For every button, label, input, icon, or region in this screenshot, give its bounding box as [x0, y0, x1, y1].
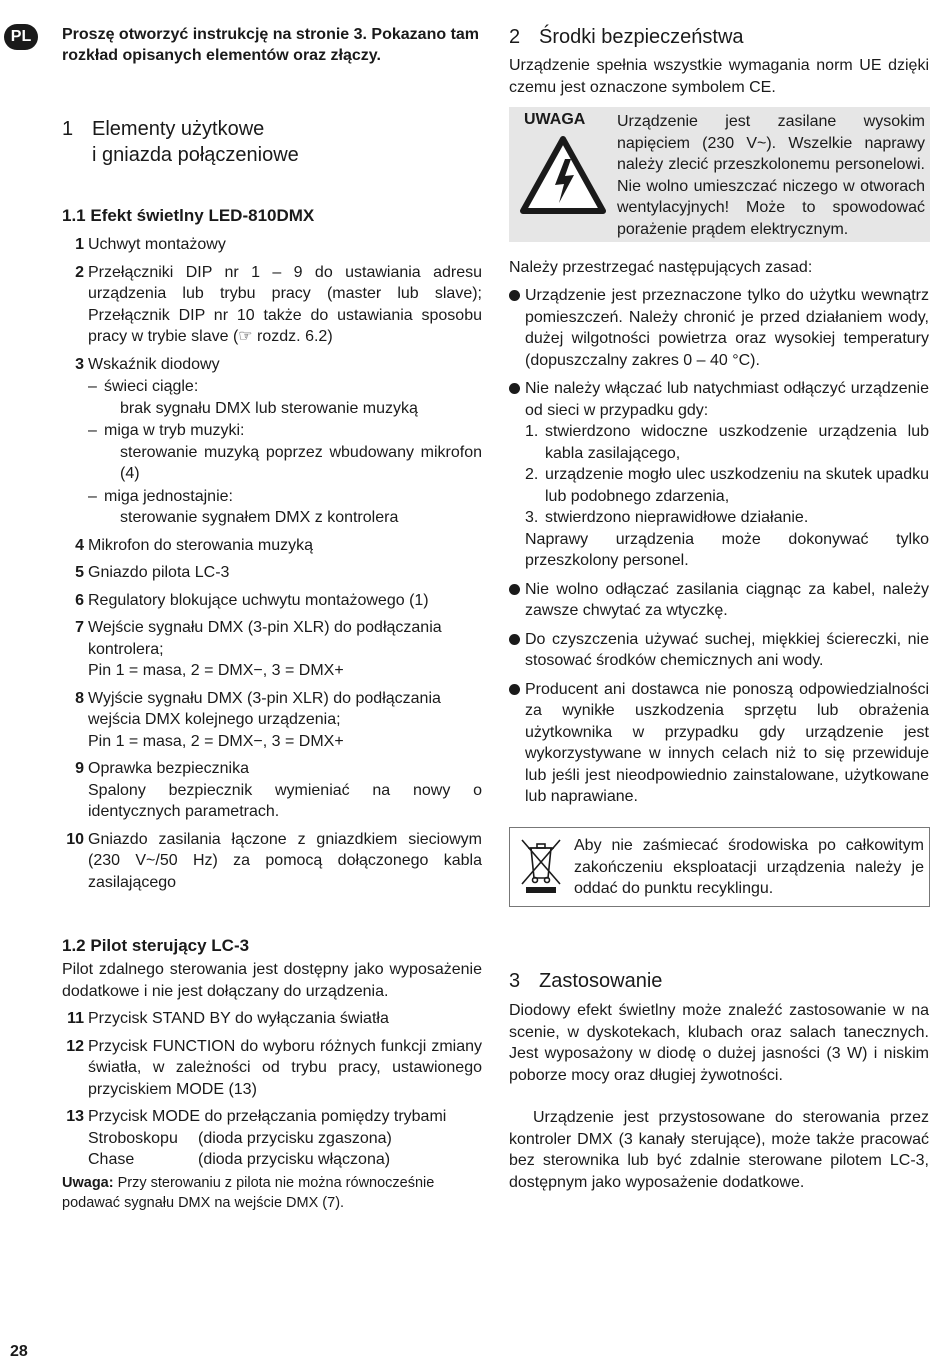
- language-badge: PL: [4, 24, 38, 50]
- led-state: [88, 486, 482, 529]
- item-text: Przełączniki DIP nr 1 – 9 do ustawiania adresu urządzenia lub trybu pracy (master lub slave); Przełącznik DIP nr 10 także do ustawiania sposobu pracy w trybie slave (☞ rozdz. 6.2): [88, 263, 482, 345]
- bullet-item: [509, 378, 929, 572]
- bullet-item: Nie wolno odłączać zasilania ciągnąc za kabel, należy zawsze chwytać za wtyczkę.: [509, 579, 929, 622]
- crossed-bin-icon: [518, 836, 564, 896]
- item-text: Regulatory blokujące uchwytu montażowego (1): [88, 591, 429, 609]
- list-item: [62, 617, 482, 682]
- list-item: [62, 758, 482, 823]
- led-state: [88, 420, 482, 485]
- recycling-box: [509, 827, 930, 907]
- numbered-text: urządzenie mogło ulec uszkodzeniu na skutek upadku lub podobnego zdarzenia,: [545, 466, 929, 505]
- list-item: [62, 1008, 482, 1030]
- subsection-1-2-intro: Pilot zdalnego sterowania jest dostępny jako wyposażenie dodatkowe i nie jest dołączany do urządzenia.: [62, 961, 482, 1000]
- list-item: [62, 354, 482, 529]
- section-2-intro: Urządzenie spełnia wszystkie wymagania norm UE dzięki czemu jest oznaczone symbolem CE.: [509, 57, 929, 96]
- item-text: Wejście sygnału DMX (3-pin XLR) do podłączania kontrolera;: [88, 619, 442, 658]
- item-number: 4: [75, 536, 84, 554]
- bullet-item: Do czyszczenia używać suchej, miękkiej ściereczki, nie stosować środków chemicznych ani wody.: [509, 629, 929, 672]
- item-text: Oprawka bezpiecznika: [88, 760, 249, 777]
- list-item: [62, 688, 482, 753]
- list-item: [62, 234, 482, 256]
- warning-text: Urządzenie jest zasilane wysokim napięciem (230 V~). Wszelkie naprawy należy zlecić przeszkolonemu personelowi. Nie wolno umieszczać niczego w otworach wentylacyjnych! Może to spowodować porażenie prądem elektrycznym.: [617, 113, 925, 238]
- dash: –: [88, 487, 97, 505]
- item-text: Wskaźnik diodowy: [88, 355, 220, 373]
- led-state-desc: sterowanie sygnałem DMX z kontrolera: [120, 509, 399, 526]
- led-state-name: świeci ciągle:: [104, 378, 199, 395]
- list-item: [62, 562, 482, 584]
- intro-text: Proszę otworzyć instrukcję na stronie 3. Pokazano tam rozkład opisanych elementów oraz złączy.: [62, 26, 480, 64]
- list-item: [62, 535, 482, 557]
- mode-row: [88, 1128, 392, 1150]
- list-item: [62, 590, 482, 612]
- recycling-text: Aby nie zaśmiecać środowiska po całkowitym zakończeniu eksploatacji urządzenia należy je oddać do punktu recyklingu.: [574, 837, 924, 897]
- item-number: 6: [75, 591, 84, 609]
- bullet-item: Urządzenie jest przeznaczone tylko do użytku wewnątrz pomieszczeń. Należy chronić je przed działaniem wody, dużej wilgotności powietrza oraz wysokiej temperatury (dopuszczalny zakres 0 – 40 °C).: [509, 285, 929, 371]
- mode-desc: (dioda przycisku zgaszona): [198, 1129, 392, 1147]
- section-1-title-line2: i gniazda połączeniowe: [92, 144, 299, 166]
- led-state-desc: brak sygnału DMX lub sterowanie muzyką: [120, 399, 418, 417]
- remote-note: [62, 1173, 482, 1213]
- numbered-list: [525, 421, 929, 529]
- section-2-title: Środki bezpieczeństwa: [539, 26, 744, 48]
- note-text: Przy sterowaniu z pilota nie można równocześnie podawać sygnału DMX na wejście DMX (7).: [62, 1175, 435, 1211]
- item-text: Uchwyt montażowy: [88, 236, 226, 253]
- rules-intro: Należy przestrzegać następujących zasad:: [509, 259, 813, 276]
- item-text: Mikrofon do sterowania muzyką: [88, 536, 313, 554]
- bullet-item: Producent ani dostawca nie ponoszą odpowiedzialności za wynikłe uszkodzenia sprzętu lub obrażenia użytkownika w przypadku gdy urządzenie jest wykorzystywane w innych celach niż to się przewiduje lub jeśli jest nieodpowiednio zainstalowane, użytkowane lub naprawiane.: [509, 679, 929, 808]
- item-number: 9: [75, 760, 84, 777]
- safety-rules: [509, 285, 929, 815]
- section-1-1-list: [62, 234, 482, 899]
- led-state-desc: sterowanie muzyką poprzez wbudowany mikrofon (4): [120, 443, 482, 482]
- list-item: [62, 262, 482, 348]
- dash: –: [88, 422, 97, 439]
- section-1-title-line1: Elementy użytkowe: [92, 118, 265, 140]
- section-1-heading: [62, 116, 487, 168]
- mode-desc: (dioda przycisku włączona): [198, 1151, 391, 1168]
- led-state-name: miga w tryb muzyki:: [104, 422, 245, 439]
- item-text: Gniazdo pilota LC-3: [88, 564, 230, 581]
- item-number: 3: [75, 355, 84, 373]
- item-extra: Spalony bezpiecznik wymieniać na nowy o identycznych parametrach.: [88, 781, 482, 820]
- page-number: 28: [10, 1343, 28, 1360]
- warning-box: [509, 107, 930, 242]
- mode-table: [88, 1128, 392, 1171]
- note-label: Uwaga:: [62, 1175, 114, 1191]
- item-number: 13: [66, 1108, 84, 1125]
- high-voltage-icon: [519, 135, 607, 215]
- item-number: 8: [75, 689, 84, 707]
- item-number: 2: [75, 263, 84, 281]
- led-state: [88, 376, 482, 419]
- section-2-number: 2: [509, 26, 521, 48]
- item-number: 10: [66, 830, 84, 848]
- bullet-text: Nie należy włączać lub natychmiast odłączyć urządzenie od sieci w przypadku gdy:: [525, 380, 929, 419]
- mode-name: Chase: [88, 1151, 135, 1168]
- section-2-heading: [509, 24, 934, 50]
- led-state-name: miga jednostajnie:: [104, 487, 233, 505]
- item-text: Gniazdo zasilania łączone z gniazdkiem sieciowym (230 V~/50 Hz) za pomocą dołączonego kabla zasilającego: [88, 830, 482, 891]
- section-3-paragraph-2: Urządzenie jest przystosowane do sterowania przez kontroler DMX (3 kanały sterujące), może także pracować bez sterownika lub być zdalnie sterowane pilotem LC-3, dostępnym jako wyposażenie dodatkowe.: [509, 1109, 929, 1191]
- numbered-key: 2.: [525, 466, 539, 483]
- numbered-key: 1.: [525, 423, 539, 440]
- list-item: [62, 1036, 482, 1101]
- dash: –: [88, 378, 97, 395]
- item-number: 5: [75, 564, 84, 581]
- numbered-item: [525, 507, 929, 529]
- subsection-1-1-title: 1.1 Efekt świetlny LED-810DMX: [62, 206, 315, 225]
- section-1-number: 1: [62, 118, 74, 140]
- item-text: Wyjście sygnału DMX (3-pin XLR) do podłączania wejścia DMX kolejnego urządzenia;: [88, 689, 441, 728]
- bullet-after-text: Naprawy urządzenia może dokonywać tylko przeszkolony personel.: [525, 530, 929, 569]
- item-text: Przycisk STAND BY do wyłączania światła: [88, 1010, 389, 1027]
- item-pinout: Pin 1 = masa, 2 = DMX−, 3 = DMX+: [88, 732, 344, 750]
- section-3-number: 3: [509, 970, 521, 992]
- numbered-item: [525, 421, 929, 464]
- remote-list: [62, 1008, 482, 1177]
- item-number: 11: [67, 1010, 84, 1027]
- section-3-title: Zastosowanie: [539, 970, 663, 992]
- numbered-item: [525, 464, 929, 507]
- section-3-heading: [509, 968, 934, 994]
- section-3-paragraph-1: Diodowy efekt świetlny może znaleźć zastosowanie w na scenie, w dyskotekach, klubach oraz salach tanecznych. Jest wyposażony w diodę o dużej jasności (3 W) i niskim poborze mocy oraz długiej żywotności.: [509, 1002, 929, 1084]
- item-text: Przycisk FUNCTION do wyboru różnych funkcji zmiany światła, w zależności od trybu pracy, ustawionego przyciskiem MODE (13): [88, 1037, 482, 1098]
- numbered-key: 3.: [525, 509, 539, 526]
- numbered-text: stwierdzono nieprawidłowe działanie.: [545, 509, 809, 526]
- list-item: [62, 829, 482, 894]
- list-item: [62, 1106, 482, 1171]
- numbered-text: stwierdzono widoczne uszkodzenie urządzenia lub kabla zasilającego,: [545, 423, 929, 462]
- item-pinout: Pin 1 = masa, 2 = DMX−, 3 = DMX+: [88, 662, 344, 679]
- subsection-1-2-title: 1.2 Pilot sterujący LC-3: [62, 936, 250, 955]
- item-text: Przycisk MODE do przełączania pomiędzy trybami: [88, 1108, 447, 1125]
- mode-row: [88, 1149, 392, 1171]
- warning-label: UWAGA: [524, 111, 586, 128]
- item-number: 12: [66, 1037, 84, 1055]
- item-number: 7: [75, 619, 84, 636]
- mode-name: Stroboskopu: [88, 1129, 178, 1147]
- item-number: 1: [75, 236, 84, 253]
